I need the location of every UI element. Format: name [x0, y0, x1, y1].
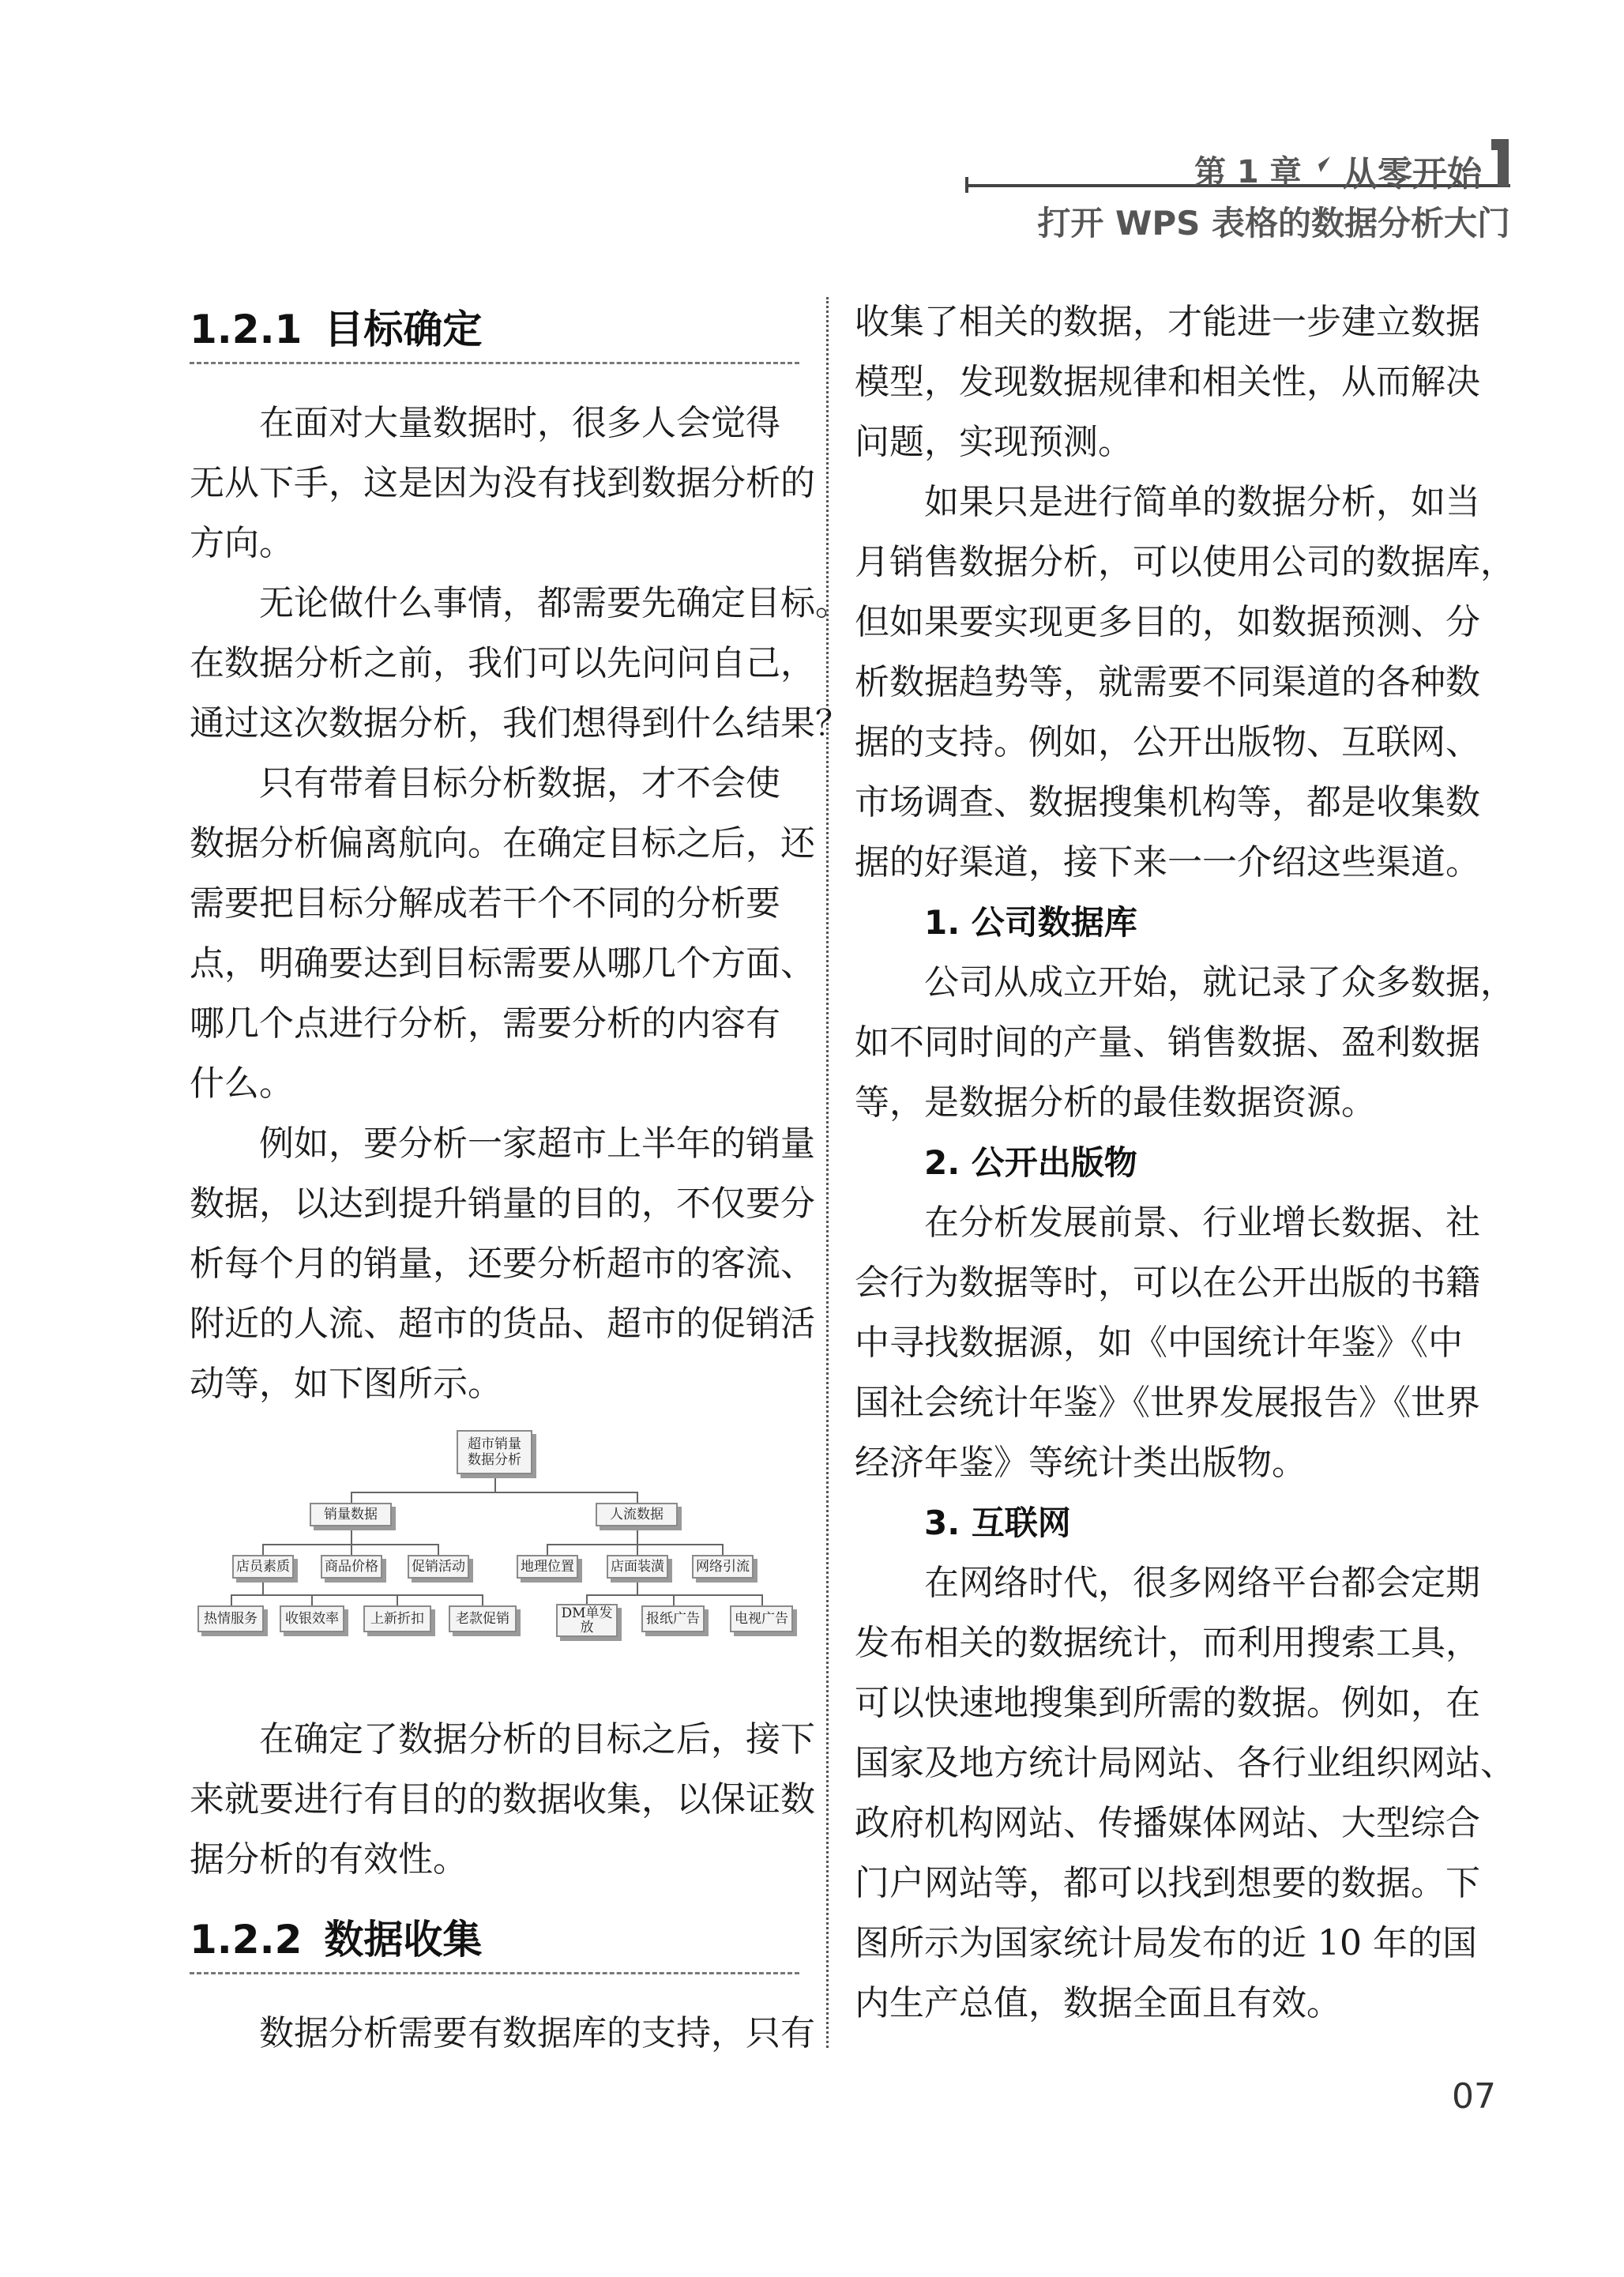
- text-line: 问题，实现预测。: [855, 422, 1133, 462]
- connector: [351, 1526, 352, 1544]
- connector: [438, 1544, 439, 1555]
- org-node: 促销活动: [408, 1555, 469, 1579]
- paragraph: [855, 1553, 1515, 2034]
- org-node: 商品价格: [321, 1555, 382, 1579]
- paragraph: [190, 1710, 815, 1890]
- text-line: 哪几个点进行分析，需要分析的内容有: [190, 1003, 780, 1044]
- paragraph: [190, 1114, 815, 1414]
- org-node: 网络引流: [692, 1555, 754, 1579]
- connector: [547, 1544, 724, 1545]
- text-line: 据的好渠道，接下来一一介绍这些渠道。: [855, 842, 1480, 883]
- text-line: 据分析的有效性。: [190, 1839, 468, 1880]
- text-line: 中寻找数据源，如《中国统计年鉴》《中: [855, 1323, 1463, 1363]
- text-line: 只有带着目标分析数据，才不会使: [259, 763, 780, 804]
- paragraph: [855, 472, 1515, 893]
- org-chart: [191, 1428, 799, 1675]
- connector: [547, 1544, 548, 1555]
- text-line: 析数据趋势等，就需要不同渠道的各种数: [855, 662, 1480, 702]
- text-line: 动等，如下图所示。: [190, 1364, 502, 1404]
- org-node: 店面装潢: [607, 1555, 668, 1579]
- connector: [494, 1474, 496, 1492]
- connector: [637, 1544, 638, 1555]
- org-node: 报纸广告: [641, 1605, 705, 1632]
- text-line: 会行为数据等时，可以在公开出版的书籍: [855, 1263, 1480, 1303]
- connector: [231, 1594, 483, 1596]
- text-line: 如果只是进行简单的数据分析，如当: [924, 482, 1480, 522]
- text-line: 点，明确要达到目标需要从哪几个方面、: [190, 943, 815, 984]
- org-node: 热情服务: [197, 1605, 264, 1632]
- text-line: 无从下手，这是因为没有找到数据分析的: [190, 463, 815, 503]
- text-line: 数据分析偏离航向。在确定目标之后，还: [190, 823, 815, 864]
- connector: [637, 1579, 638, 1594]
- connector: [231, 1594, 232, 1605]
- connector: [637, 1526, 638, 1544]
- org-node: 地理位置: [517, 1555, 578, 1579]
- text-line: 国社会统计年鉴》《世界发展报告》《世界: [855, 1383, 1480, 1423]
- section-rule: [190, 362, 799, 364]
- text-line: 通过这次数据分析，我们想得到什么结果？: [190, 703, 850, 743]
- text-line: 可以快速地搜集到所需的数据。例如，在: [855, 1683, 1480, 1723]
- text-line: 数据，以达到提升销量的目的，不仅要分: [190, 1184, 815, 1224]
- paragraph: [190, 393, 815, 574]
- connector: [673, 1594, 675, 1605]
- text-line: 需要把目标分解成若干个不同的分析要: [190, 883, 780, 924]
- connector: [311, 1594, 313, 1605]
- text-line: 析每个月的销量，还要分析超市的客流、: [190, 1244, 815, 1284]
- org-node: 老款促销: [449, 1605, 517, 1632]
- paragraph: [855, 953, 1515, 1133]
- connector: [761, 1594, 763, 1605]
- text-line: 门户网站等，都可以找到想要的数据。下: [855, 1863, 1480, 1903]
- text-line: 如不同时间的产量、销售数据、盈利数据: [855, 1022, 1480, 1063]
- text-line: 在数据分析之前，我们可以先问问自己，: [190, 643, 815, 683]
- connector: [262, 1579, 264, 1594]
- chapter-subtitle: 打开 WPS 表格的数据分析大门: [1037, 204, 1510, 243]
- connector: [351, 1492, 352, 1503]
- section-title: 数据收集: [324, 1917, 483, 1963]
- text-line: 在确定了数据分析的目标之后，接下: [259, 1719, 815, 1760]
- text-line: 在网络时代，很多网络平台都会定期: [924, 1563, 1480, 1603]
- org-node: 上新折扣: [363, 1605, 431, 1632]
- section-heading-1-2-1: [190, 300, 799, 364]
- connector: [351, 1492, 638, 1493]
- section-rule: [190, 1972, 799, 1974]
- connector: [351, 1544, 352, 1555]
- text-line: 方向。: [190, 523, 294, 563]
- org-node-sales-data: 销量数据: [310, 1503, 392, 1526]
- connector: [722, 1544, 724, 1555]
- org-node-traffic-data: 人流数据: [596, 1503, 678, 1526]
- connector: [637, 1492, 638, 1503]
- text-line: 附近的人流、超市的货品、超市的促销活: [190, 1304, 815, 1344]
- text-line: 内生产总值，数据全面且有效。: [855, 1983, 1341, 2023]
- text-line: 国家及地方统计局网站、各行业组织网站、: [855, 1743, 1515, 1783]
- text-line: 市场调查、数据搜集机构等，都是收集数: [855, 782, 1480, 822]
- text-line: 但如果要实现更多目的，如数据预测、分: [855, 602, 1480, 642]
- connector: [397, 1594, 398, 1605]
- column-divider: [826, 297, 829, 2048]
- org-node: DM单发 放: [556, 1604, 618, 1637]
- subheading-internet: 3. 互联网: [924, 1504, 1071, 1542]
- text-line: 无论做什么事情，都需要先确定目标。: [259, 583, 850, 623]
- section-title: 目标确定: [324, 307, 483, 352]
- text-line: 在面对大量数据时，很多人会觉得: [259, 403, 780, 443]
- paragraph: [190, 2004, 815, 2064]
- chapter-arrow-icon: [1316, 155, 1333, 175]
- section-number: 1.2.1: [190, 307, 303, 352]
- text-line: 等，是数据分析的最佳数据资源。: [855, 1082, 1376, 1123]
- chapter-label: 第 1 章: [1194, 154, 1302, 190]
- text-line: 发布相关的数据统计，而利用搜索工具，: [855, 1623, 1480, 1663]
- text-line: 图所示为国家统计局发布的近 10 年的国: [855, 1923, 1477, 1963]
- paragraph: [855, 1193, 1480, 1493]
- page-number: 07: [1452, 2076, 1496, 2117]
- text-line: 例如，要分析一家超市上半年的销量: [259, 1123, 815, 1164]
- paragraph: [190, 574, 850, 754]
- org-node-root: 超市销量 数据分析: [457, 1430, 532, 1474]
- subheading-public-publications: 2. 公开出版物: [924, 1143, 1137, 1182]
- text-line: 公司从成立开始，就记录了众多数据，: [924, 962, 1515, 1003]
- text-line: 收集了相关的数据，才能进一步建立数据: [855, 302, 1480, 342]
- paragraph: [855, 292, 1480, 472]
- text-line: 月销售数据分析，可以使用公司的数据库，: [855, 542, 1515, 582]
- org-node: 店员素质: [232, 1555, 294, 1579]
- subheading-company-database: 1. 公司数据库: [924, 903, 1137, 942]
- text-line: 据的支持。例如，公开出版物、互联网、: [855, 722, 1480, 762]
- connector: [586, 1594, 763, 1596]
- chapter-corner-mark: [1491, 139, 1509, 186]
- org-node: 收银效率: [280, 1605, 344, 1632]
- org-node: 电视广告: [730, 1605, 793, 1632]
- section-heading-1-2-2: [190, 1910, 799, 1974]
- text-line: 在分析发展前景、行业增长数据、社: [924, 1202, 1480, 1243]
- chapter-name: 从零开始: [1343, 154, 1482, 194]
- text-line: 什么。: [190, 1063, 294, 1104]
- section-number: 1.2.2: [190, 1917, 303, 1963]
- connector: [482, 1594, 483, 1605]
- text-line: 数据分析需要有数据库的支持，只有: [259, 2013, 815, 2053]
- text-line: 来就要进行有目的的数据收集，以保证数: [190, 1779, 815, 1820]
- text-line: 经济年鉴》等统计类出版物。: [855, 1443, 1306, 1483]
- connector: [262, 1544, 264, 1555]
- paragraph: [190, 754, 815, 1114]
- text-line: 模型，发现数据规律和相关性，从而解决: [855, 362, 1480, 402]
- text-line: 政府机构网站、传播媒体网站、大型综合: [855, 1803, 1480, 1843]
